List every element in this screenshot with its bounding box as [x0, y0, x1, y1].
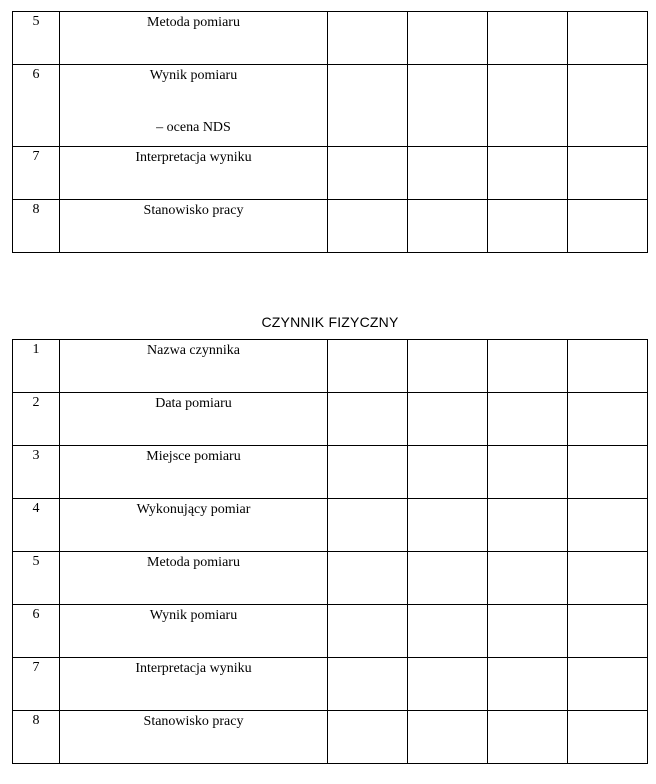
table-row [13, 65, 648, 147]
row-label-text: Stanowisko pracy [143, 714, 244, 729]
value-cell[interactable] [408, 200, 488, 253]
value-cell[interactable] [328, 499, 408, 552]
row-number: 1 [13, 340, 60, 393]
value-cell[interactable] [328, 340, 408, 393]
value-cell[interactable] [488, 605, 568, 658]
value-cell[interactable] [328, 446, 408, 499]
table-row [13, 12, 648, 65]
value-cell[interactable] [488, 393, 568, 446]
value-cell[interactable] [568, 200, 648, 253]
row-number: 2 [13, 393, 60, 446]
value-cell[interactable] [408, 499, 488, 552]
value-cell[interactable] [408, 147, 488, 200]
measurement-table-physical-factor [12, 339, 648, 764]
row-label [60, 340, 328, 393]
value-cell[interactable] [328, 12, 408, 65]
value-cell[interactable] [568, 147, 648, 200]
row-label-text: Nazwa czynnika [147, 343, 240, 358]
value-cell[interactable] [568, 65, 648, 147]
value-cell[interactable] [488, 446, 568, 499]
row-label [60, 552, 328, 605]
value-cell[interactable] [328, 147, 408, 200]
row-label [60, 147, 328, 200]
value-cell[interactable] [488, 340, 568, 393]
value-cell[interactable] [568, 658, 648, 711]
row-label-text: Metoda pomiaru [147, 15, 240, 30]
table-row [13, 605, 648, 658]
row-number: 7 [13, 658, 60, 711]
section-title: CZYNNIK FIZYCZNY [261, 314, 399, 330]
row-number: 8 [13, 711, 60, 764]
value-cell[interactable] [328, 200, 408, 253]
row-label-subtext: – ocena NDS [156, 120, 231, 135]
value-cell[interactable] [568, 499, 648, 552]
value-cell[interactable] [408, 446, 488, 499]
row-label [60, 200, 328, 253]
row-label [60, 499, 328, 552]
value-cell[interactable] [488, 65, 568, 147]
row-label [60, 658, 328, 711]
value-cell[interactable] [488, 711, 568, 764]
value-cell[interactable] [408, 552, 488, 605]
value-cell[interactable] [568, 393, 648, 446]
value-cell[interactable] [488, 147, 568, 200]
value-cell[interactable] [488, 499, 568, 552]
value-cell[interactable] [408, 65, 488, 147]
value-cell[interactable] [328, 552, 408, 605]
table-row [13, 711, 648, 764]
row-label [60, 605, 328, 658]
row-label-text: Stanowisko pracy [143, 203, 244, 218]
row-number: 7 [13, 147, 60, 200]
value-cell[interactable] [408, 711, 488, 764]
value-cell[interactable] [488, 12, 568, 65]
value-cell[interactable] [408, 340, 488, 393]
row-label-text: Interpretacja wyniku [135, 661, 252, 676]
row-label-text: Data pomiaru [155, 396, 232, 411]
value-cell[interactable] [568, 552, 648, 605]
row-label-text: Wynik pomiaru [149, 608, 238, 623]
row-number: 6 [13, 65, 60, 147]
value-cell[interactable] [408, 605, 488, 658]
value-cell[interactable] [408, 393, 488, 446]
row-number: 3 [13, 446, 60, 499]
table-row [13, 446, 648, 499]
measurement-table-top [12, 11, 648, 253]
row-number: 5 [13, 552, 60, 605]
row-label [60, 65, 328, 147]
value-cell[interactable] [568, 340, 648, 393]
value-cell[interactable] [488, 200, 568, 253]
row-label [60, 446, 328, 499]
row-number: 6 [13, 605, 60, 658]
table-row [13, 200, 648, 253]
row-label-text: Wynik pomiaru [149, 68, 238, 83]
value-cell[interactable] [408, 12, 488, 65]
value-cell[interactable] [568, 12, 648, 65]
value-cell[interactable] [408, 658, 488, 711]
value-cell[interactable] [328, 65, 408, 147]
table-row [13, 552, 648, 605]
row-label [60, 12, 328, 65]
table-row [13, 393, 648, 446]
value-cell[interactable] [488, 658, 568, 711]
row-label [60, 711, 328, 764]
row-number: 8 [13, 200, 60, 253]
row-label [60, 393, 328, 446]
row-label-text: Wykonujący pomiar [136, 502, 251, 517]
table-row [13, 147, 648, 200]
value-cell[interactable] [328, 605, 408, 658]
value-cell[interactable] [568, 446, 648, 499]
value-cell[interactable] [568, 605, 648, 658]
row-number: 4 [13, 499, 60, 552]
value-cell[interactable] [328, 393, 408, 446]
row-label-text: Miejsce pomiaru [146, 449, 241, 464]
table-row [13, 658, 648, 711]
value-cell[interactable] [488, 552, 568, 605]
table-row [13, 340, 648, 393]
row-number: 5 [13, 12, 60, 65]
table-row [13, 499, 648, 552]
row-label-text: Metoda pomiaru [147, 555, 240, 570]
value-cell[interactable] [328, 658, 408, 711]
value-cell[interactable] [328, 711, 408, 764]
row-label-text: Interpretacja wyniku [135, 150, 252, 165]
value-cell[interactable] [568, 711, 648, 764]
